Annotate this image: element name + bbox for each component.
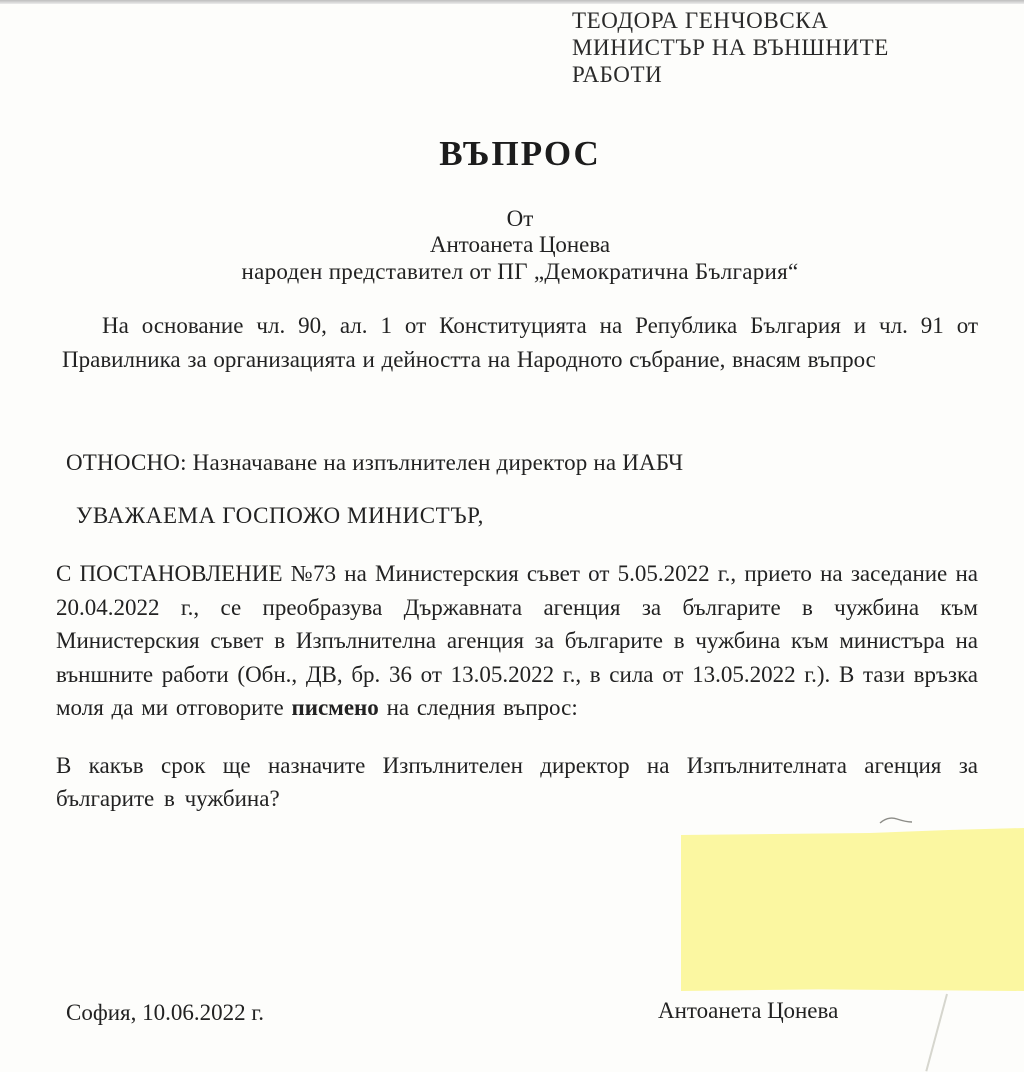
signature-name: Антоанета Цонева [658, 998, 839, 1023]
recipient-header [572, 7, 1022, 88]
document-title: ВЪПРОС [439, 134, 601, 173]
subject-label: ОТНОСНО: [66, 450, 187, 475]
fold-line [925, 994, 948, 1072]
scan-edge-line [0, 0, 1024, 4]
author-name: Антоанета Цонева [429, 232, 611, 257]
subject-text: Назначаване на изпълнителен директор на ИАБЧ [186, 450, 684, 475]
question-paragraph: В какъв срок ще назначите Изпълнителен директор на Изпълнителната агенция за българите в чужбина? [56, 753, 978, 811]
recipient-title-line2: РАБОТИ [572, 62, 663, 87]
salutation: УВАЖАЕМА ГОСПОЖО МИНИСТЪР, [76, 503, 485, 528]
recipient-title-line1: МИНИСТЪР НА ВЪНШНИТЕ [572, 35, 889, 60]
author-role: народен представител от ПГ „Демократична България“ [241, 259, 799, 284]
legal-basis-paragraph: На основание чл. 90, ал. 1 от Конституцията на Република България и чл. 91 от Правилника за организацията и дейността на Народното събрание, внасям въпрос [62, 313, 978, 372]
place-date: София, 10.06.2022 г. [66, 1000, 264, 1025]
recipient-name: ТЕОДОРА ГЕНЧОВСКА [572, 8, 829, 33]
bold-word: писмено [291, 695, 379, 720]
pen-mark [878, 812, 914, 828]
body-text-after: на следния въпрос: [378, 695, 578, 720]
body-text-before: С ПОСТАНОВЛЕНИЕ №73 на Министерския съвет от 5.05.2022 г., прието на заседание на 20.04.2022 г., се преобразува Държавната агенция за българите в чужбина към Министерския съвет в Изпълнителна агенция за българите в чужбина към министъра на външните работи (Обн., ДВ, бр. 36 от 13.05.2022 г., в сила от 13.05.2022 г.). В тази връзка моля да ми отговорите [56, 561, 978, 720]
subject-line [66, 450, 683, 476]
body-paragraph [56, 557, 978, 725]
from-label: От [506, 206, 534, 231]
signature-redaction [681, 828, 1024, 991]
